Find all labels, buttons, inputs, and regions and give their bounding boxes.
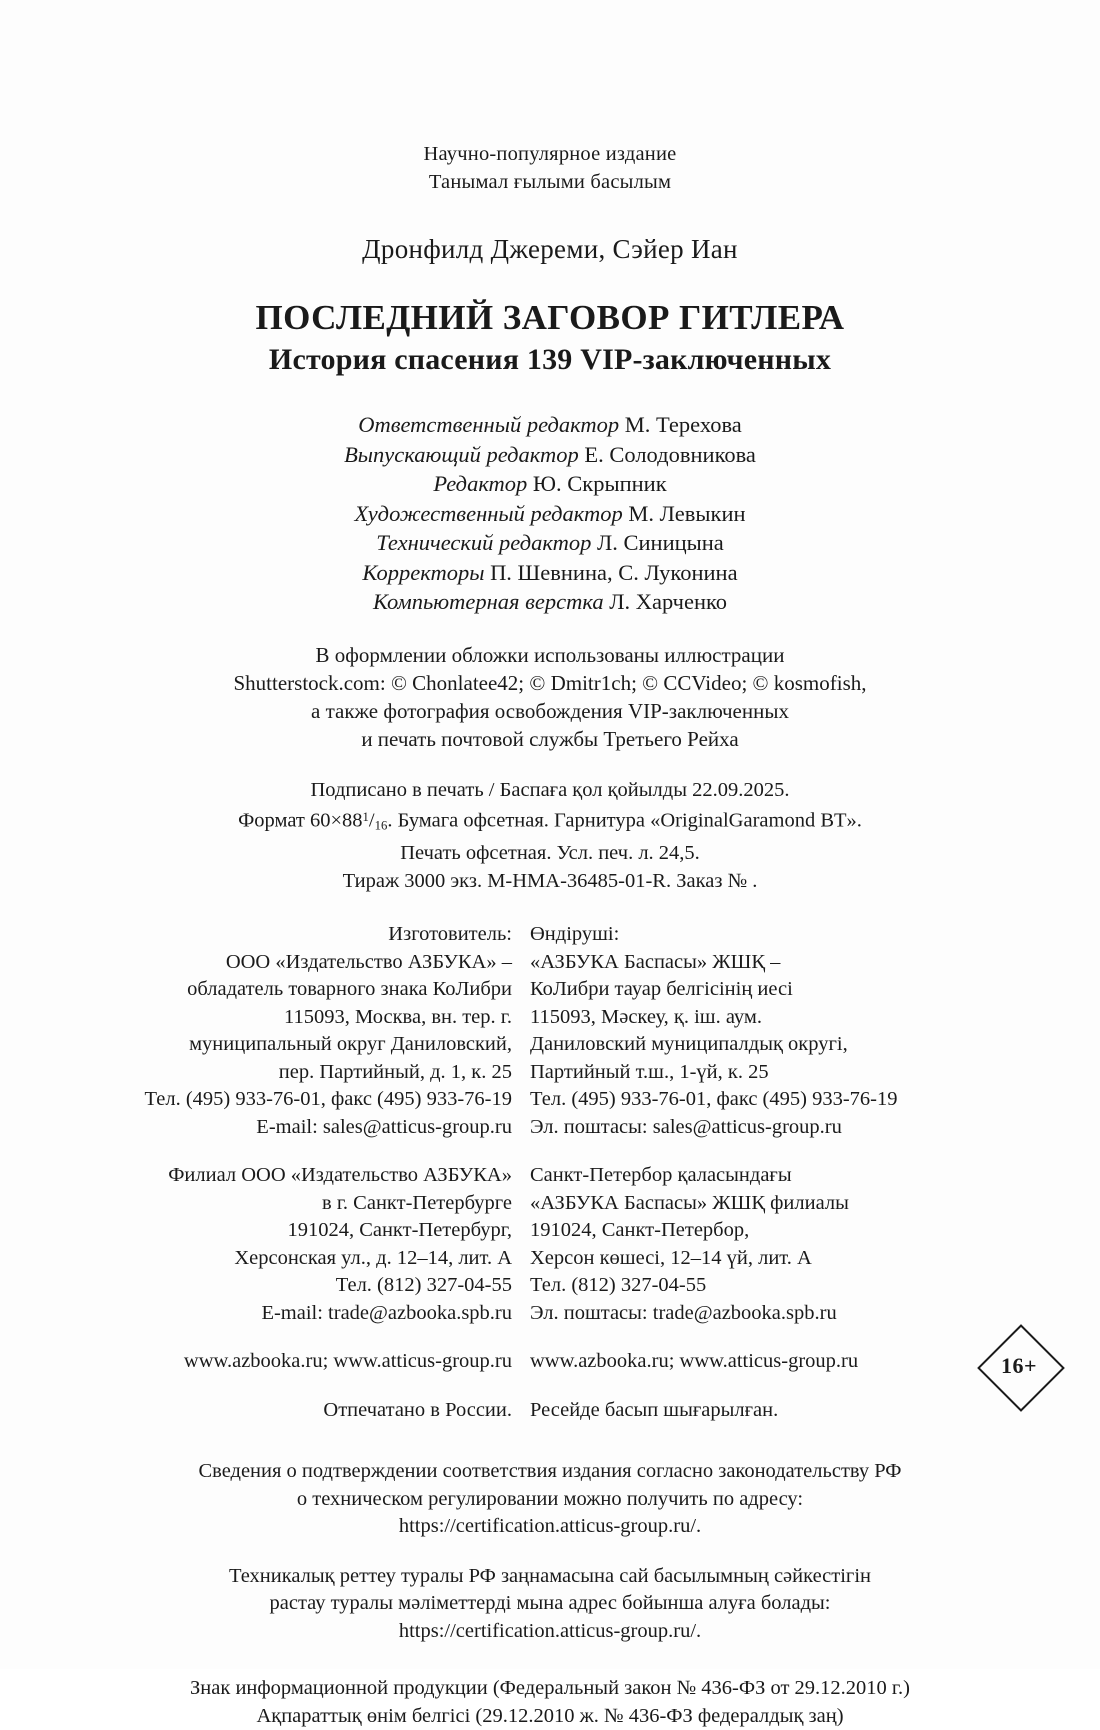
staff-role: Редактор bbox=[433, 471, 527, 496]
websites-ru[interactable]: www.azbooka.ru; www.atticus-group.ru bbox=[120, 1348, 530, 1376]
websites-block bbox=[120, 1348, 980, 1376]
format-denominator: 16 bbox=[375, 819, 388, 833]
staff-row bbox=[120, 558, 980, 588]
staff-credits bbox=[120, 410, 980, 617]
staff-person: Е. Солодовникова bbox=[584, 442, 756, 467]
printing-method: Печать офсетная. Усл. печ. л. 24,5. bbox=[120, 840, 980, 868]
printed-in-block bbox=[120, 1397, 980, 1425]
staff-row bbox=[120, 587, 980, 617]
edition-type-ru: Научно-популярное издание bbox=[120, 140, 980, 168]
page-title: ПОСЛЕДНИЙ ЗАГОВОР ГИТЛЕРА bbox=[120, 296, 980, 340]
signed-to-print: Подписано в печать / Баспаға қол қойылды 22.09.2025. bbox=[120, 777, 980, 805]
publisher-line: Даниловский муниципалдық округі, bbox=[530, 1031, 980, 1059]
certification-url[interactable]: https://certification.atticus-group.ru/. bbox=[120, 1618, 980, 1646]
staff-person: Л. Синицына bbox=[597, 530, 724, 555]
publisher-line: КоЛибри тауар белгісінің иесі bbox=[530, 976, 980, 1004]
publisher-line: Партийный т.ш., 1-үй, к. 25 bbox=[530, 1059, 980, 1087]
staff-role: Корректоры bbox=[362, 560, 484, 585]
certification-ru bbox=[120, 1458, 980, 1541]
publisher-kz bbox=[530, 921, 980, 1141]
branch-email[interactable]: E-mail: trade@azbooka.spb.ru bbox=[120, 1300, 512, 1328]
age-mark-line-ru: Знак информационной продукции (Федеральный закон № 436-ФЗ от 29.12.2010 г.) bbox=[120, 1675, 980, 1703]
publisher-email[interactable]: E-mail: sales@atticus-group.ru bbox=[120, 1114, 512, 1142]
publisher-line: «АЗБУКА Баспасы» ЖШҚ – bbox=[530, 949, 980, 977]
branch-phone: Тел. (812) 327-04-55 bbox=[120, 1272, 512, 1300]
spacer bbox=[120, 1141, 980, 1162]
printed-in-kz: Ресейде басып шығарылған. bbox=[530, 1397, 980, 1425]
publisher-ru bbox=[120, 921, 530, 1141]
branch-line: Херсон көшесі, 12–14 үй, лит. А bbox=[530, 1245, 980, 1273]
publisher-line: ООО «Издательство АЗБУКА» – bbox=[120, 949, 512, 977]
branch-block bbox=[120, 1162, 980, 1327]
staff-role: Художественный редактор bbox=[354, 501, 622, 526]
cover-credit-line: и печать почтовой службы Третьего Рейха bbox=[120, 725, 980, 753]
age-mark-text bbox=[120, 1675, 980, 1730]
branch-line: в г. Санкт-Петербурге bbox=[120, 1190, 512, 1218]
branch-line: 191024, Санкт-Петербор, bbox=[530, 1217, 980, 1245]
branch-email[interactable]: Эл. поштасы: trade@azbooka.spb.ru bbox=[530, 1300, 980, 1328]
publisher-line: пер. Партийный, д. 1, к. 25 bbox=[120, 1059, 512, 1087]
publisher-phone: Тел. (495) 933-76-01, факс (495) 933-76-19 bbox=[120, 1086, 512, 1114]
publisher-columns bbox=[120, 921, 980, 1424]
websites-kz[interactable]: www.azbooka.ru; www.atticus-group.ru bbox=[530, 1348, 980, 1376]
print-data bbox=[120, 777, 980, 896]
staff-row bbox=[120, 410, 980, 440]
cover-credit-line: Shutterstock.com: © Chonlatee42; © Dmitr1ch; © CCVideo; © kosmofish, bbox=[120, 669, 980, 697]
cover-credit-line: а также фотография освобождения VIP-заключенных bbox=[120, 697, 980, 725]
staff-person: Л. Харченко bbox=[609, 589, 727, 614]
publisher-line: муниципальный округ Даниловский, bbox=[120, 1031, 512, 1059]
spacer bbox=[120, 1327, 980, 1348]
certification-line: Техникалық реттеу туралы РФ заңнамасына сай басылымның сәйкестігін bbox=[120, 1563, 980, 1591]
format-fraction: $^1/_{16}$ bbox=[363, 804, 388, 840]
publisher-line: 115093, Москва, вн. тер. г. bbox=[120, 1004, 512, 1032]
age-rating-badge bbox=[976, 1323, 1062, 1409]
cover-credit-line: В оформлении обложки использованы иллюстрации bbox=[120, 641, 980, 669]
format-suffix: . Бумага офсетная. Гарнитура «OriginalGaramond BT». bbox=[387, 809, 862, 831]
certification-line: растау туралы мәліметтерді мына адрес бойынша алуға болады: bbox=[120, 1590, 980, 1618]
staff-person: М. Левыкин bbox=[628, 501, 745, 526]
publisher-email[interactable]: Эл. поштасы: sales@atticus-group.ru bbox=[530, 1114, 980, 1142]
printed-in-ru: Отпечатано в России. bbox=[120, 1397, 530, 1425]
branch-kz bbox=[530, 1162, 980, 1327]
cover-credits bbox=[120, 641, 980, 753]
publisher-line: 115093, Мәскеу, қ. іш. аум. bbox=[530, 1004, 980, 1032]
authors: Дронфилд Джереми, Сэйер Иан bbox=[120, 232, 980, 266]
branch-phone: Тел. (812) 327-04-55 bbox=[530, 1272, 980, 1300]
staff-person: М. Терехова bbox=[625, 412, 742, 437]
format-line bbox=[120, 804, 980, 840]
certification-line: о техническом регулировании можно получить по адресу: bbox=[120, 1486, 980, 1514]
staff-person: Ю. Скрыпник bbox=[533, 471, 667, 496]
publisher-line: Өндіруші: bbox=[530, 921, 980, 949]
branch-line: 191024, Санкт-Петербург, bbox=[120, 1217, 512, 1245]
staff-role: Выпускающий редактор bbox=[344, 442, 579, 467]
staff-role: Ответственный редактор bbox=[358, 412, 619, 437]
certification-url[interactable]: https://certification.atticus-group.ru/. bbox=[120, 1513, 980, 1541]
format-numerator: 1 bbox=[363, 810, 369, 824]
branch-line: Филиал ООО «Издательство АЗБУКА» bbox=[120, 1162, 512, 1190]
branch-line: «АЗБУКА Баспасы» ЖШҚ филиалы bbox=[530, 1190, 980, 1218]
staff-role: Технический редактор bbox=[376, 530, 591, 555]
age-rating-label: 16+ bbox=[976, 1323, 1062, 1409]
format-prefix: Формат 60×88 bbox=[238, 809, 362, 831]
certification-line: Сведения о подтверждении соответствия издания согласно законодательству РФ bbox=[120, 1458, 980, 1486]
publisher-line: обладатель товарного знака КоЛибри bbox=[120, 976, 512, 1004]
staff-person: П. Шевнина, С. Луконина bbox=[490, 560, 738, 585]
branch-line: Херсонская ул., д. 12–14, лит. А bbox=[120, 1245, 512, 1273]
staff-row bbox=[120, 469, 980, 499]
publisher-block bbox=[120, 921, 980, 1141]
page-subtitle: История спасения 139 VIP-заключенных bbox=[120, 340, 980, 380]
certification-kz bbox=[120, 1563, 980, 1646]
branch-line: Санкт-Петербор қаласындағы bbox=[530, 1162, 980, 1190]
publisher-phone: Тел. (495) 933-76-01, факс (495) 933-76-19 bbox=[530, 1086, 980, 1114]
imprint-content bbox=[120, 0, 980, 1730]
edition-type bbox=[120, 140, 980, 196]
staff-row bbox=[120, 440, 980, 470]
print-run: Тираж 3000 экз. M-HMA-36485-01-R. Заказ № . bbox=[120, 868, 980, 896]
staff-row bbox=[120, 528, 980, 558]
publisher-line: Изготовитель: bbox=[120, 921, 512, 949]
edition-type-kz: Танымал ғылыми басылым bbox=[120, 168, 980, 196]
age-mark-line-kz: Ақпараттық өнім белгісі (29.12.2010 ж. № 436-ФЗ федералдық заң) bbox=[120, 1703, 980, 1730]
staff-row bbox=[120, 499, 980, 529]
staff-role: Компьютерная верстка bbox=[373, 589, 604, 614]
branch-ru bbox=[120, 1162, 530, 1327]
